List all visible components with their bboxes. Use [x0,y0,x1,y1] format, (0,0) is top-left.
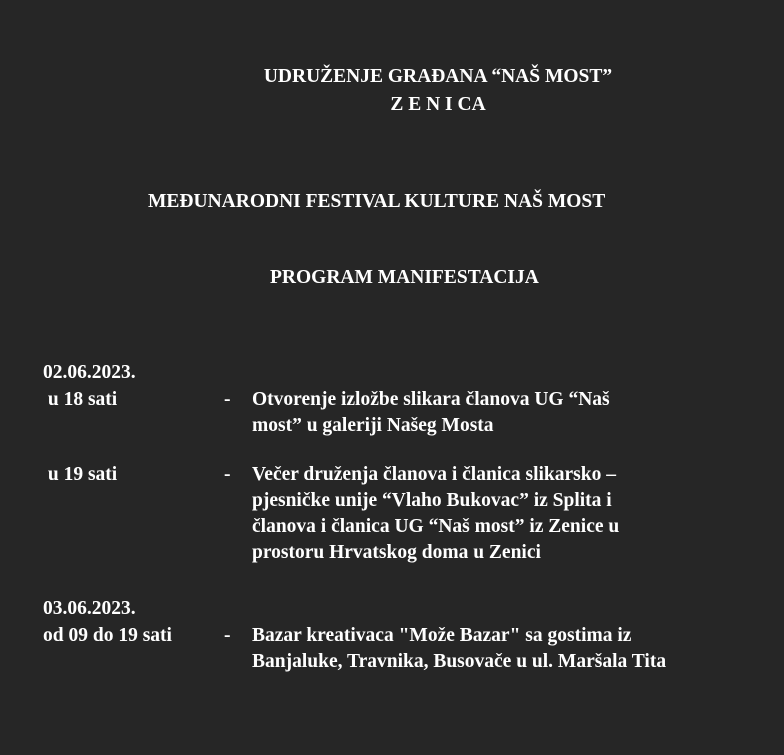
event-dash: - [224,625,231,646]
event-description-line: Otvorenje izložbe slikara članova UG “Naš [252,389,610,410]
event-dash: - [224,389,231,410]
day-date: 03.06.2023. [43,598,136,619]
festival-title: MEĐUNARODNI FESTIVAL KULTURE NAŠ MOST [148,191,606,212]
event-time: od 09 do 19 sati [43,625,172,646]
day-date: 02.06.2023. [43,362,136,383]
event-description-line: pjesničke unije “Vlaho Bukovac” iz Splita i [252,490,612,511]
event-description-line: prostoru Hrvatskog doma u Zenici [252,542,541,563]
event-description [252,623,666,675]
event-description-line: Banjaluke, Travnika, Busovače u ul. Maršala Tita [252,651,667,672]
event-description [252,387,610,439]
event-description-line: članova i članica UG “Naš most” iz Zenice u [252,516,620,537]
event-time: u 18 sati [43,389,118,410]
organization-city: Z E N I CA [390,94,486,115]
event-time: u 19 sati [43,464,118,485]
organization-name: UDRUŽENJE GRAĐANA “NAŠ MOST” [263,66,613,87]
program-title: PROGRAM MANIFESTACIJA [270,267,539,288]
event-description-line: Bazar kreativaca "Može Bazar" sa gostima iz [252,625,632,646]
event-description-line: most” u galeriji Našeg Mosta [252,415,494,436]
event-description-line: Večer druženja članova i članica slikarsko – [252,464,616,485]
event-dash: - [224,464,231,485]
event-description [252,462,619,566]
